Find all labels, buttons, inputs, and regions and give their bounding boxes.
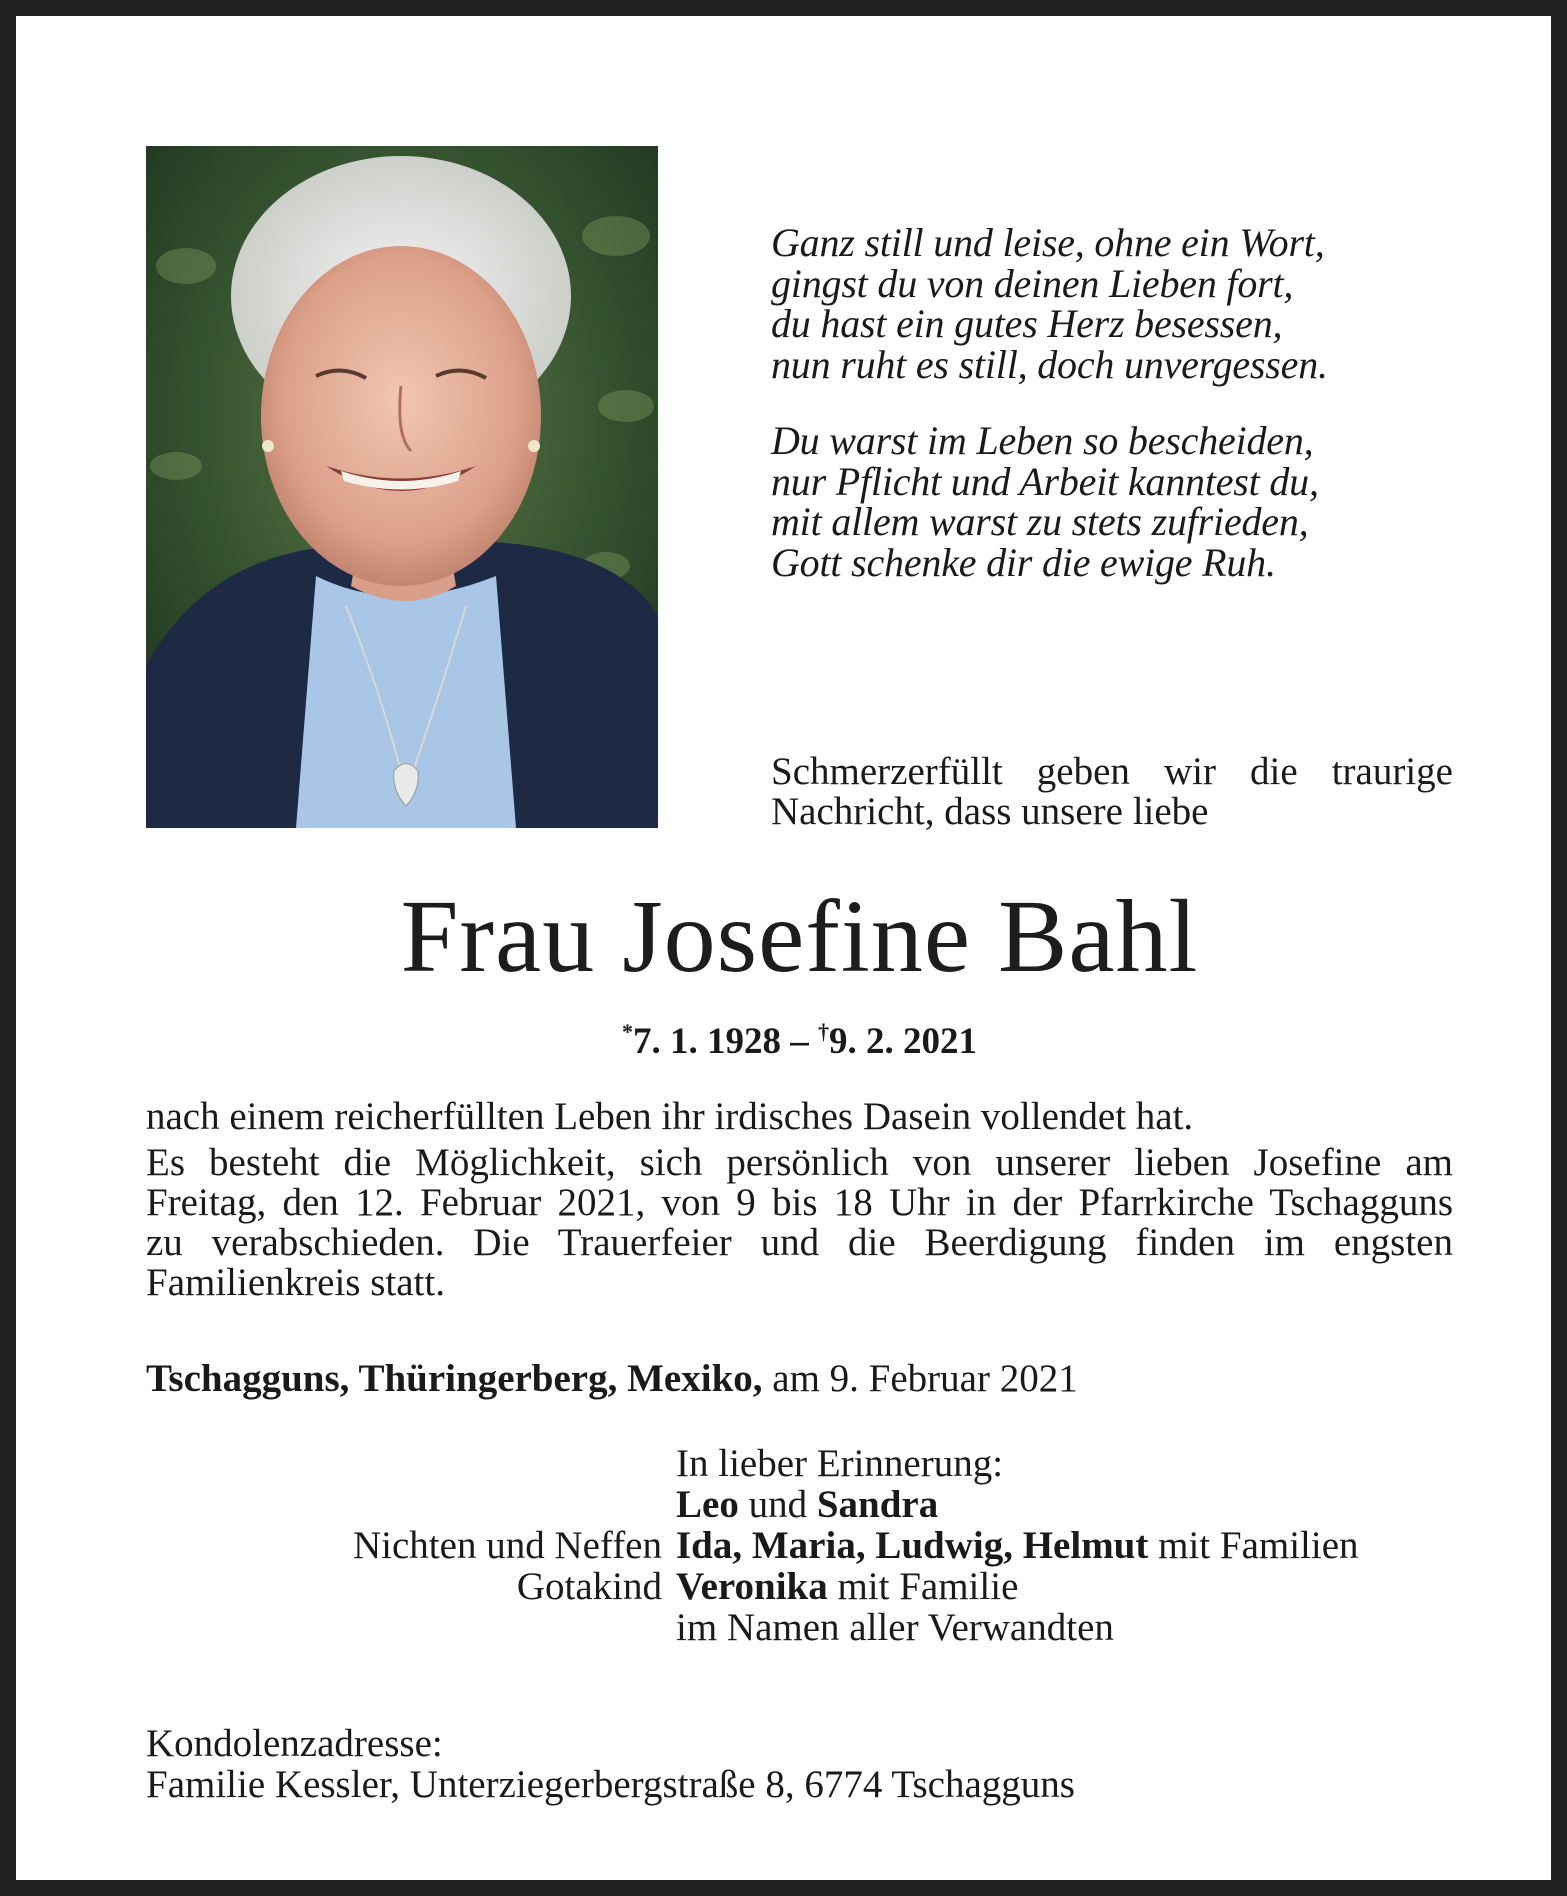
poem-stanza-2 (771, 418, 1328, 585)
mourner-row: Nichten und Neffen Ida, Maria, Ludwig, Helmut mit Familien (16, 1525, 1567, 1566)
memorial-poem (771, 220, 1328, 585)
mourner-row: Gotakind Veronika mit Familie (16, 1566, 1567, 1607)
poem-line: nur Pflicht und Arbeit kanntest du, (771, 458, 1319, 504)
announcement-intro (771, 752, 1453, 832)
body-line: Es besteht die Möglichkeit, sich persönlich von unserer lieben Josefine am (146, 1141, 1453, 1184)
poem-line: mit allem warst zu stets zufrieden, (771, 499, 1309, 544)
announcement-date: am 9. Februar 2021 (762, 1357, 1078, 1400)
date-separator: – (781, 1021, 818, 1062)
place-and-date (146, 1359, 1078, 1399)
mourner-name: Leo (676, 1483, 739, 1526)
poem-line: gingst du von deinen Lieben fort, (771, 260, 1294, 306)
portrait-photo (146, 146, 658, 828)
address-line: Familie Kessler, Unterziegerbergstraße 8, 6774 Tschagguns (146, 1763, 1075, 1806)
body-paragraph-1: nach einem reicherfüllten Leben ihr irdisches Dasein vollendet hat. (146, 1095, 1194, 1138)
mourners-closing: im Namen aller Verwandten (676, 1606, 1114, 1649)
body-line: Familienkreis statt. (146, 1261, 445, 1304)
mourner-relation: Nichten und Neffen (352, 1524, 662, 1567)
deceased-name: Frau Josefine Bahl (400, 879, 1199, 994)
poem-line: Du warst im Leben so bescheiden, (771, 418, 1314, 463)
mourners-heading: In lieber Erinnerung: (676, 1442, 1004, 1485)
mourner-row (16, 1607, 1567, 1648)
poem-line: du hast ein gutes Herz besessen, (771, 301, 1283, 346)
mourner-row: Leo und Sandra (676, 1483, 939, 1526)
intro-line-1: Schmerzerfüllt geben wir die traurige (771, 750, 1453, 793)
announcement-body (146, 1097, 1453, 1303)
mourner-name: Veronika (676, 1565, 828, 1608)
body-paragraph-2 (146, 1143, 1453, 1303)
mourners-heading-row (16, 1443, 1567, 1484)
address-heading: Kondolenzadresse: (146, 1722, 443, 1765)
birth-date: 7. 1. 1928 (633, 1021, 781, 1062)
life-dates (16, 1012, 1567, 1062)
poem-line: Ganz still und leise, ohne ein Wort, (771, 220, 1325, 265)
mourner-name: Sandra (816, 1483, 939, 1526)
mourners-list (16, 1443, 1567, 1648)
poem-line: Gott schenke dir die ewige Ruh. (771, 539, 1276, 585)
body-line: zu verabschieden. Die Trauerfeier und die Beerdigung finden im engsten (146, 1221, 1453, 1264)
body-line: Freitag, den 12. Februar 2021, von 9 bis 18 Uhr in der Pfarrkirche Tschagguns (146, 1181, 1453, 1224)
death-date: 9. 2. 2021 (829, 1021, 977, 1062)
mourner-name: Ida, Maria, Ludwig, Helmut (676, 1524, 1149, 1567)
condolence-address (146, 1723, 1075, 1805)
death-symbol: † (818, 1019, 829, 1044)
poem-line: nun ruht es still, doch unvergessen. (771, 341, 1328, 387)
poem-stanza-1 (771, 220, 1328, 387)
birth-symbol: * (622, 1019, 633, 1044)
locations: Tschagguns, Thüringerberg, Mexiko, (146, 1357, 763, 1400)
intro-line-2: Nachricht, dass unsere liebe (771, 790, 1209, 833)
mourner-relation: Gotakind (516, 1565, 662, 1608)
